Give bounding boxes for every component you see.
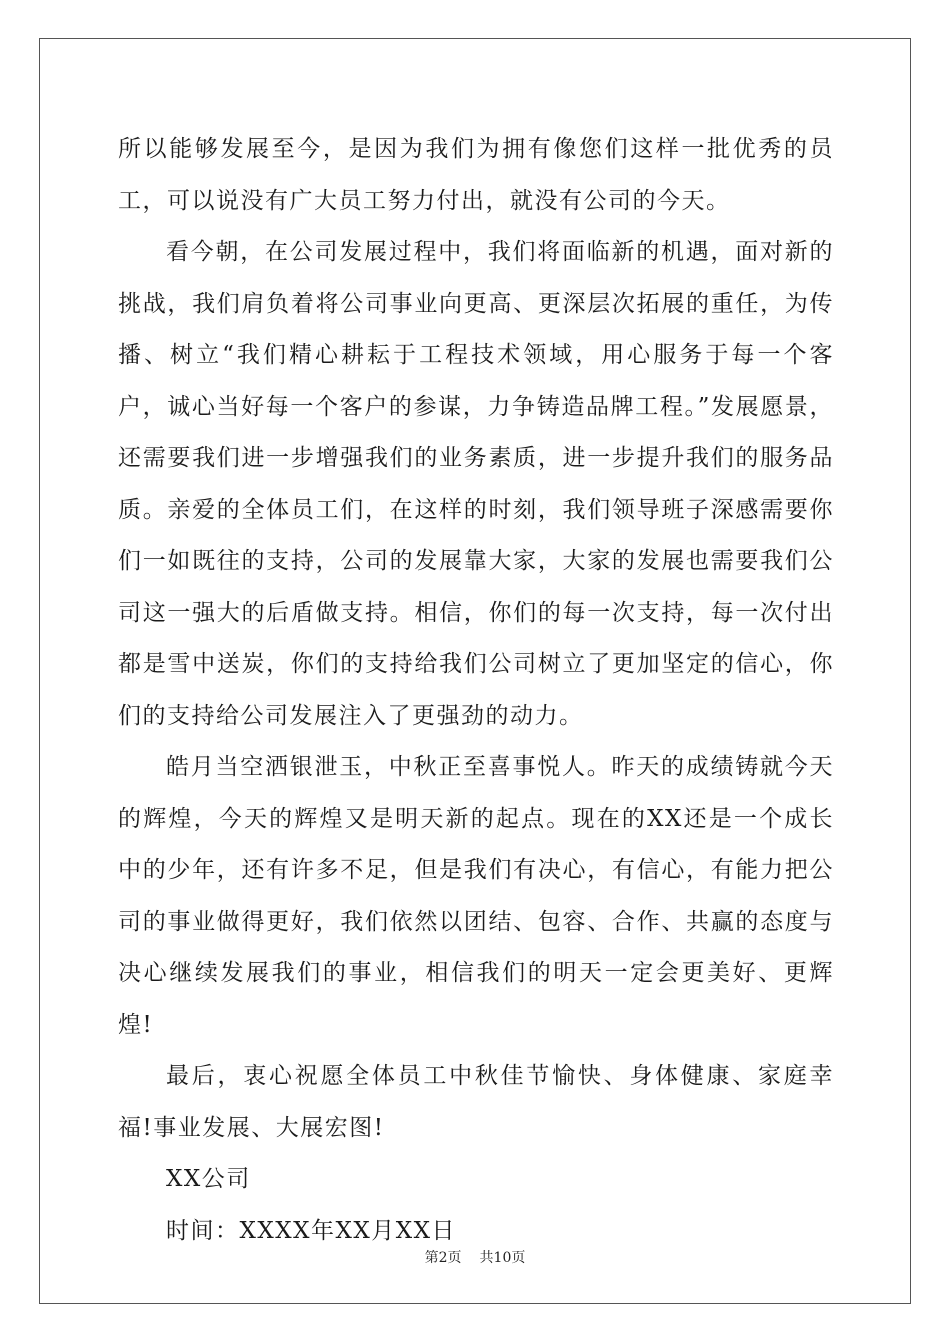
signature-date: 时间：XXXX年XX月XX日 [166, 1217, 456, 1244]
page-footer [0, 1247, 950, 1267]
page-total: 共10页 [479, 1250, 526, 1266]
paragraph-closing-wishes: 最后，衷心祝愿全体员工中秋佳节愉快、身体健康、家庭幸福!事业发展、大展宏图! [118, 1063, 834, 1141]
page-number: 第2页 [424, 1250, 462, 1266]
paragraph-opening: 所以能够发展至今，是因为我们为拥有像您们这样一批优秀的员工，可以说没有广大员工努力付出，就没有公司的今天。 [118, 136, 834, 214]
paragraph-mid-autumn: 皓月当空洒银泄玉，中秋正至喜事悦人。昨天的成绩铸就今天的辉煌，今天的辉煌又是明天新的起点。现在的XX还是一个成长中的少年，还有许多不足，但是我们有决心，有信心，有能力把公司的事业做得更好，我们依然以团结、包容、合作、共赢的态度与决心继续发展我们的事业，相信我们的明天一定会更美好、更辉煌! [118, 754, 834, 1038]
letter-body [118, 124, 834, 1257]
signature-company: XX公司 [166, 1166, 251, 1192]
paragraph-outlook: 看今朝，在公司发展过程中，我们将面临新的机遇，面对新的挑战，我们肩负着将公司事业向更高、更深层次拓展的重任，为传播、树立“我们精心耕耘于工程技术领域，用心服务于每一个客户，诚心当好每一个客户的参谋，力争铸造品牌工程。”发展愿景，还需要我们进一步增强我们的业务素质，进一步提升我们的服务品质。亲爱的全体员工们，在这样的时刻，我们领导班子深感需要你们一如既往的支持，公司的发展靠大家，大家的发展也需要我们公司这一强大的后盾做支持。相信，你们的每一次支持，每一次付出都是雪中送炭，你们的支持给我们公司树立了更加坚定的信心，你们的支持给公司发展注入了更强劲的动力。 [118, 239, 834, 729]
